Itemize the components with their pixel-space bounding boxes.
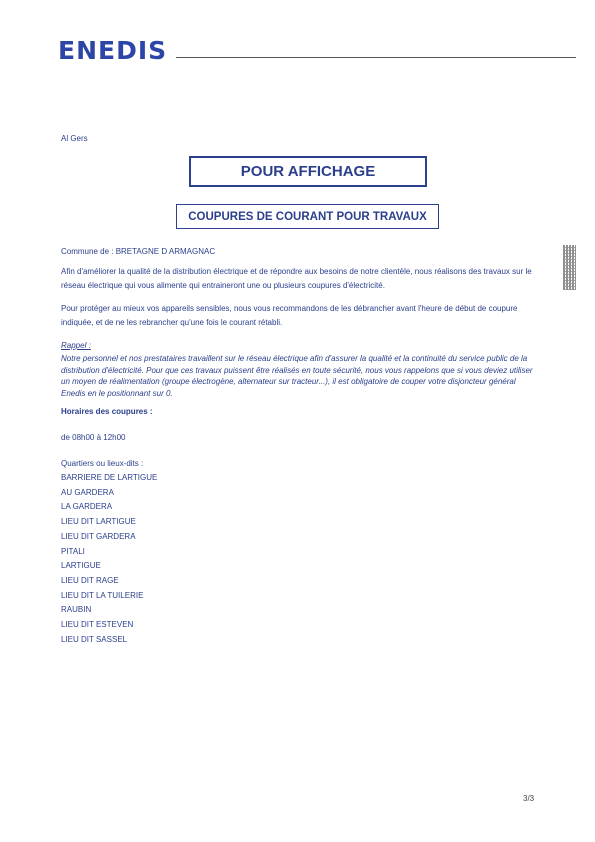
list-item: RAUBIN [61,605,92,615]
horaires-title: Horaires des coupures : [61,407,153,416]
list-item: LIEU DIT SASSEL [61,634,128,644]
notice-body [61,245,539,647]
list-item: BARRIERE DE LARTIGUE [61,473,158,482]
list-item: LIEU DIT LARTIGUE [61,517,136,527]
page-number: 3/3 [523,794,535,803]
list-item: LIEU DIT ESTEVEN [61,620,134,630]
enedis-logo: ENEDIS [58,36,168,65]
list-item: AU GARDERA [61,487,114,497]
places-list [61,471,539,647]
list-item: LIEU DIT RAGE [61,575,119,585]
list-item: LA GARDERA [61,502,113,512]
qr-code-icon [563,245,576,290]
list-item: PITALI [61,546,85,556]
title-box-sub [176,204,439,229]
list-item: LARTIGUE [61,561,101,571]
places-title: Quartiers ou lieux-dits : [61,459,144,468]
title-main: POUR AFFICHAGE [240,163,376,180]
header-rule [176,57,576,58]
paragraph-1: Afin d'améliorer la qualité de la distribution électrique et de répondre aux besoins de notre clientèle, nous réalisons des travaux sur le réseau électrique qui vous alimente qui entraineront une ou plusieurs coupures d'électricité. [61,267,532,290]
addressee: Al Gers [61,134,88,143]
horaires-value: de 08h00 à 12h00 [61,433,126,442]
commune-line: Commune de : BRETAGNE D ARMAGNAC [61,247,216,256]
list-item: LIEU DIT GARDERA [61,531,136,541]
title-box-main [189,156,427,187]
rappel-text: Notre personnel et nos prestataires travaillent sur le réseau électrique afin d'assurer la qualité et la continuité du service public de la distribution d'électricité. Pour que ces travaux puissent être réalisés en toute sécurité, nous vous rappelons que si vous deviez utiliser un moyen de réalimentation (groupe électrogène, alternateur sur tracteur...), il est obligatoire de couper votre disjoncteur général Enedis en le positionnant sur 0. [61,354,533,398]
title-sub: COUPURES DE COURANT POUR TRAVAUX [188,210,427,223]
paragraph-2: Pour protéger au mieux vos appareils sensibles, nous vous recommandons de les débrancher avant l'heure de début de coupure indiquée, et de ne les rebrancher qu'une fois le courant rétabli. [61,304,518,327]
list-item: LIEU DIT LA TUILERIE [61,590,144,600]
rappel-title: Rappel : [61,341,91,350]
